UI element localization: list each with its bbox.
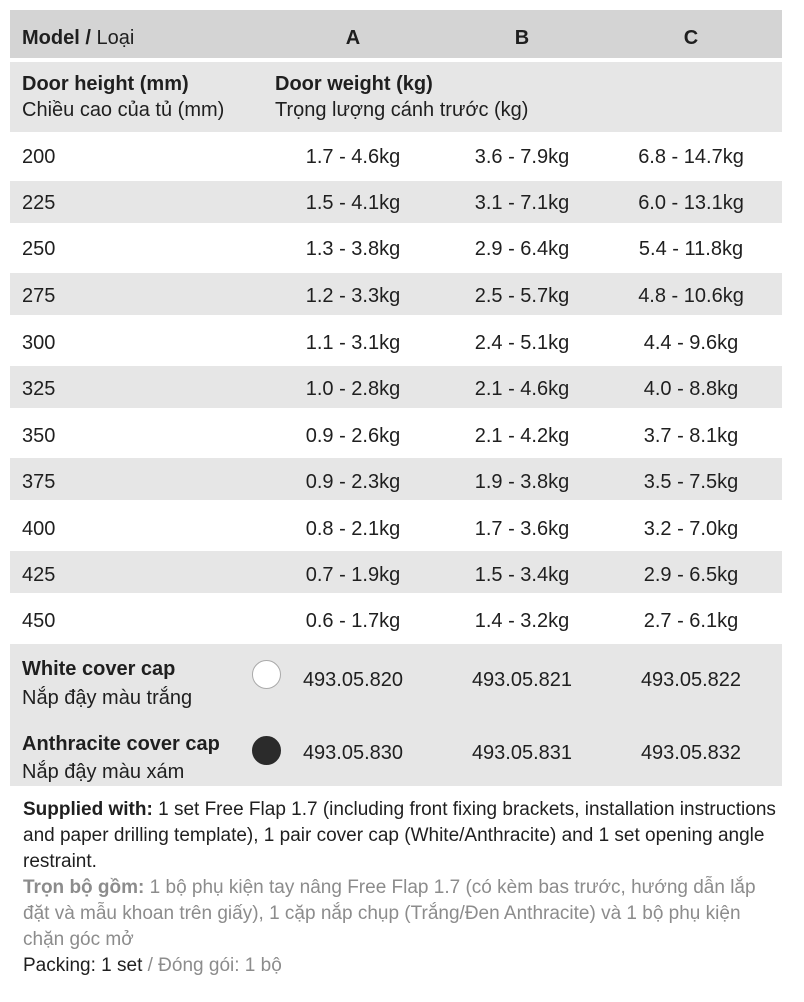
row-height: 225 (22, 192, 56, 214)
row-value-b: 1.4 - 3.2kg (474, 610, 570, 632)
white-cap-name-vi: Nắp đậy màu trắng (22, 687, 193, 709)
row-value-b: 2.9 - 6.4kg (474, 238, 570, 260)
row-value-b: 3.6 - 7.9kg (474, 146, 570, 168)
row-value-b: 2.4 - 5.1kg (474, 332, 570, 354)
row-value-c: 2.7 - 6.1kg (643, 610, 739, 632)
row-value-a: 1.3 - 3.8kg (305, 238, 401, 260)
row-value-b: 1.7 - 3.6kg (474, 518, 570, 540)
row-value-a: 1.0 - 2.8kg (305, 378, 401, 400)
white-cap-code-a: 493.05.820 (302, 669, 404, 691)
row-value-c: 4.0 - 8.8kg (643, 378, 739, 400)
door-weight-label: Door weight (kg) (275, 73, 433, 95)
anthracite-cap-name-vi: Nắp đậy màu xám (22, 761, 185, 783)
packing-label: Packing: 1 set (23, 955, 143, 976)
row-value-b: 1.5 - 3.4kg (474, 564, 570, 586)
anthracite-cap-code-b: 493.05.831 (471, 742, 573, 764)
door-weight-label-vi: Trọng lượng cánh trước (kg) (275, 99, 529, 121)
white-cap-name: White cover cap (22, 658, 176, 680)
row-height: 325 (22, 378, 56, 400)
row-value-a: 1.2 - 3.3kg (305, 285, 401, 307)
white-cap-code-b: 493.05.821 (471, 669, 573, 691)
row-value-c: 3.2 - 7.0kg (643, 518, 739, 540)
row-value-a: 0.8 - 2.1kg (305, 518, 401, 540)
anthracite-cap-name: Anthracite cover cap (22, 733, 220, 755)
column-a-header: A (345, 27, 361, 49)
row-value-c: 6.8 - 14.7kg (638, 146, 744, 168)
row-height: 375 (22, 471, 56, 493)
column-c-header: C (683, 27, 699, 49)
row-height: 300 (22, 332, 56, 354)
row-height: 450 (22, 610, 56, 632)
supply-notes (23, 797, 783, 979)
row-value-c: 3.5 - 7.5kg (643, 471, 739, 493)
row-value-b: 2.5 - 5.7kg (474, 285, 570, 307)
door-height-label: Door height (mm) (22, 73, 189, 95)
row-value-a: 0.6 - 1.7kg (305, 610, 401, 632)
row-value-c: 6.0 - 13.1kg (638, 192, 744, 214)
packing-note (23, 953, 783, 979)
row-height: 200 (22, 146, 56, 168)
supplied-with-note (23, 797, 783, 875)
row-height: 425 (22, 564, 56, 586)
row-value-a: 1.1 - 3.1kg (305, 332, 401, 354)
model-label: Model / (22, 27, 91, 49)
supplied-with-label-vi: Trọn bộ gồm: (23, 877, 145, 898)
row-value-a: 1.5 - 4.1kg (305, 192, 401, 214)
supplied-with-label: Supplied with: (23, 799, 153, 820)
row-value-c: 3.7 - 8.1kg (643, 425, 739, 447)
row-value-a: 0.9 - 2.3kg (305, 471, 401, 493)
model-label-vi: Loại (96, 27, 135, 49)
row-height: 400 (22, 518, 56, 540)
white-cap-code-c: 493.05.822 (640, 669, 742, 691)
row-height: 275 (22, 285, 56, 307)
row-value-a: 0.9 - 2.6kg (305, 425, 401, 447)
row-value-c: 5.4 - 11.8kg (638, 238, 744, 260)
row-value-b: 1.9 - 3.8kg (474, 471, 570, 493)
column-b-header: B (514, 27, 530, 49)
row-height: 250 (22, 238, 56, 260)
row-value-a: 0.7 - 1.9kg (305, 564, 401, 586)
row-value-c: 4.4 - 9.6kg (643, 332, 739, 354)
row-value-b: 2.1 - 4.6kg (474, 378, 570, 400)
door-height-label-vi: Chiều cao của tủ (mm) (22, 99, 225, 121)
row-height: 350 (22, 425, 56, 447)
model-header (22, 26, 134, 50)
supplied-with-text-vi: 1 bộ phụ kiện tay nâng Free Flap 1.7 (có kèm bas trước, hướng dẫn lắp đặt và mẫu khoan trên giấy), 1 cặp nắp chụp (Trắng/Đen Anthracite) và 1 bộ phụ kiện chặn góc mở (23, 877, 756, 950)
supplied-with-text: 1 set Free Flap 1.7 (including front fixing brackets, installation instructions and paper drilling template), 1 pair cover cap (White/Anthracite) and 1 set opening angle restraint. (23, 799, 776, 872)
row-value-b: 3.1 - 7.1kg (474, 192, 570, 214)
row-value-c: 2.9 - 6.5kg (643, 564, 739, 586)
supplied-with-note-vi (23, 875, 783, 953)
row-value-a: 1.7 - 4.6kg (305, 146, 401, 168)
anthracite-cap-code-a: 493.05.830 (302, 742, 404, 764)
row-value-c: 4.8 - 10.6kg (638, 285, 744, 307)
packing-label-vi: / Đóng gói: 1 bộ (142, 955, 282, 976)
anthracite-cap-code-c: 493.05.832 (640, 742, 742, 764)
row-value-b: 2.1 - 4.2kg (474, 425, 570, 447)
